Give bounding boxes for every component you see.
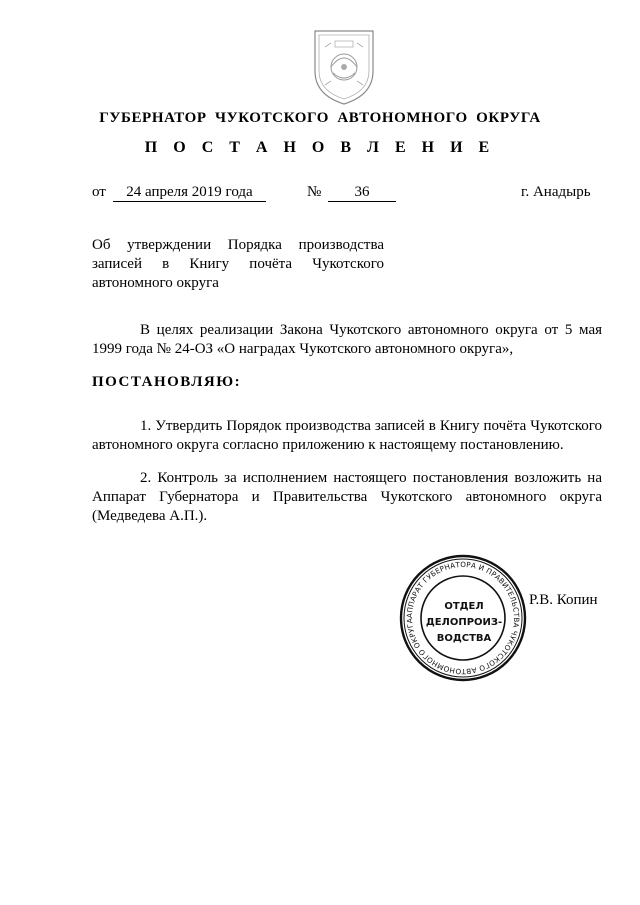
- issuing-authority: ГУБЕРНАТОР ЧУКОТСКОГО АВТОНОМНОГО ОКРУГА: [99, 110, 541, 126]
- document-number-field: [328, 184, 396, 202]
- official-stamp: [398, 553, 528, 683]
- resolution-item-2: 2. Контроль за исполнением настоящего постановления возложить на Аппарат Губернатора и Правительства Чукотского автономного округа (Медведева А.П.).: [92, 470, 602, 524]
- preamble-paragraph: В целях реализации Закона Чукотского автономного округа от 5 мая 1999 года № 24-ОЗ «О наградах Чукотского автономного округа»,: [92, 322, 602, 357]
- document-date: 24 апреля 2019 года: [113, 184, 266, 202]
- document-subject: Об утверждении Порядка производства записей в Книгу почёта Чукотского автономного округа: [92, 237, 384, 291]
- document-number: 36: [328, 184, 396, 202]
- document-place: г. Анадырь: [521, 184, 591, 200]
- document-date-field: [113, 184, 266, 202]
- signatory-name: Р.В. Копин: [529, 592, 598, 608]
- coat-of-arms-icon: [311, 27, 377, 107]
- resolution-item-1: 1. Утвердить Порядок производства записей в Книгу почёта Чукотского автономного округа согласно приложению к настоящему постановлению.: [92, 418, 602, 453]
- number-prefix: №: [307, 184, 322, 200]
- document-type: П О С Т А Н О В Л Е Н И Е: [144, 139, 496, 156]
- stamp-line-1: ОТДЕЛ: [444, 601, 484, 612]
- stamp-line-3: ВОДСТВА: [436, 633, 492, 644]
- stamp-line-2: ДЕЛОПРОИЗ-: [425, 617, 503, 628]
- resolve-heading: ПОСТАНОВЛЯЮ:: [92, 374, 242, 390]
- stamp-ring-text: АППАРАТ ГУБЕРНАТОРА И ПРАВИТЕЛЬСТВА ЧУКОТСКОГО АВТОНОМНОГО ОКРУГА: [404, 559, 522, 677]
- date-prefix: от: [92, 184, 106, 200]
